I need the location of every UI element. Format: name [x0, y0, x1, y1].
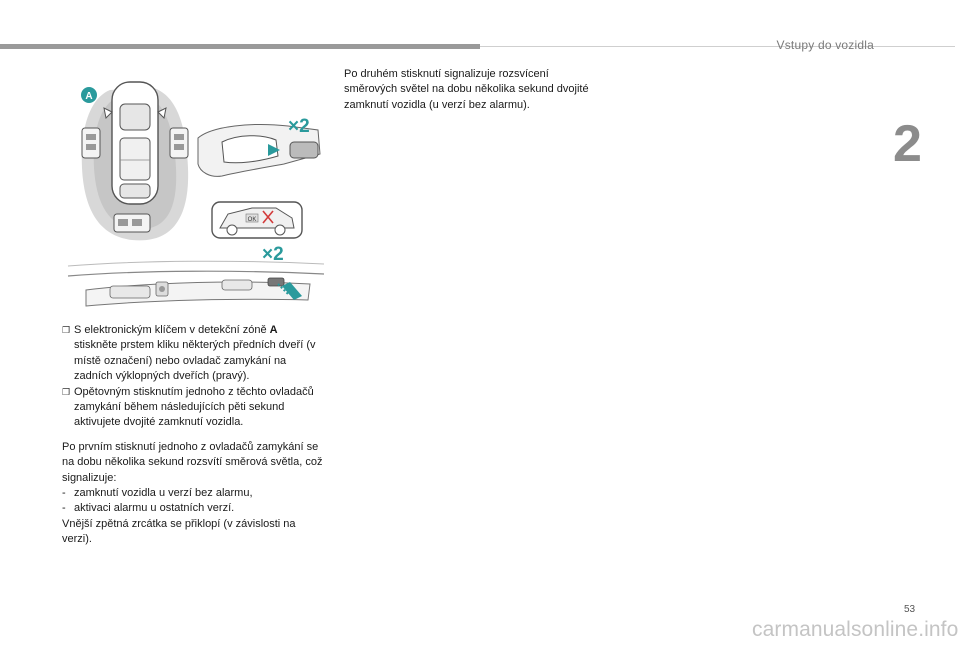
page-number: 53 — [904, 604, 916, 615]
press-count-bottom: ×2 — [262, 244, 284, 265]
car-rear-window — [120, 184, 150, 198]
paragraph: Po prvním stisknutí jednoho z ovladačů zamykání se na dobu několika sekund rozsvítí směrová světla, což signalizuje: - zamknutí vozidla u verzí bez alarmu, - aktivaci alarmu u ostatních verzí. Vnější zpětná zrcátka se přiklopí (v závislosti na verzi). — [62, 440, 323, 546]
ok-label: OK — [247, 217, 257, 223]
tailgate-icon — [68, 261, 324, 306]
chapter-title: Vstupy do vozidla — [776, 38, 874, 52]
locking-illustration — [62, 68, 330, 320]
header-rule — [0, 44, 480, 49]
press-count-top: ×2 — [288, 116, 310, 137]
left-column — [62, 323, 324, 548]
car-roof — [120, 138, 150, 180]
list-item: - zamknutí vozidla u verzí bez alarmu, — [62, 487, 253, 500]
illustration-svg — [62, 68, 330, 320]
chapter-number: 2 — [893, 115, 922, 173]
bullet-item: ❒ S elektronickým klíčem v detekční zóně A stiskněte prstem kliku některých předních dveří (v místě označení) nebo ovladač zamykání na zadních výklopných dveřích (pravý). — [62, 323, 324, 385]
car-side-view-icon — [212, 202, 302, 238]
watermark: carmanualsonline.info — [752, 618, 959, 641]
checkbox-bullet-icon: ❒ — [62, 386, 71, 397]
car-windshield — [120, 104, 150, 130]
right-column: Po druhém stisknutí signalizuje rozsvícení směrových světel na dobu několika sekund dvojité zamknutí vozidla (u verzí bez alarmu). — [344, 68, 589, 111]
checkbox-bullet-icon: ❒ — [62, 325, 71, 335]
zone-a-label: A — [85, 91, 93, 102]
header-rule-thin — [480, 46, 955, 47]
bullet-item: ❒ Opětovným stisknutím jednoho z těchto ovladačů zamykání během následujících pěti sekund aktivujete dvojité zamknutí vozidla. — [62, 385, 324, 431]
list-item: - aktivaci alarmu u ostatních verzí. — [62, 502, 235, 515]
